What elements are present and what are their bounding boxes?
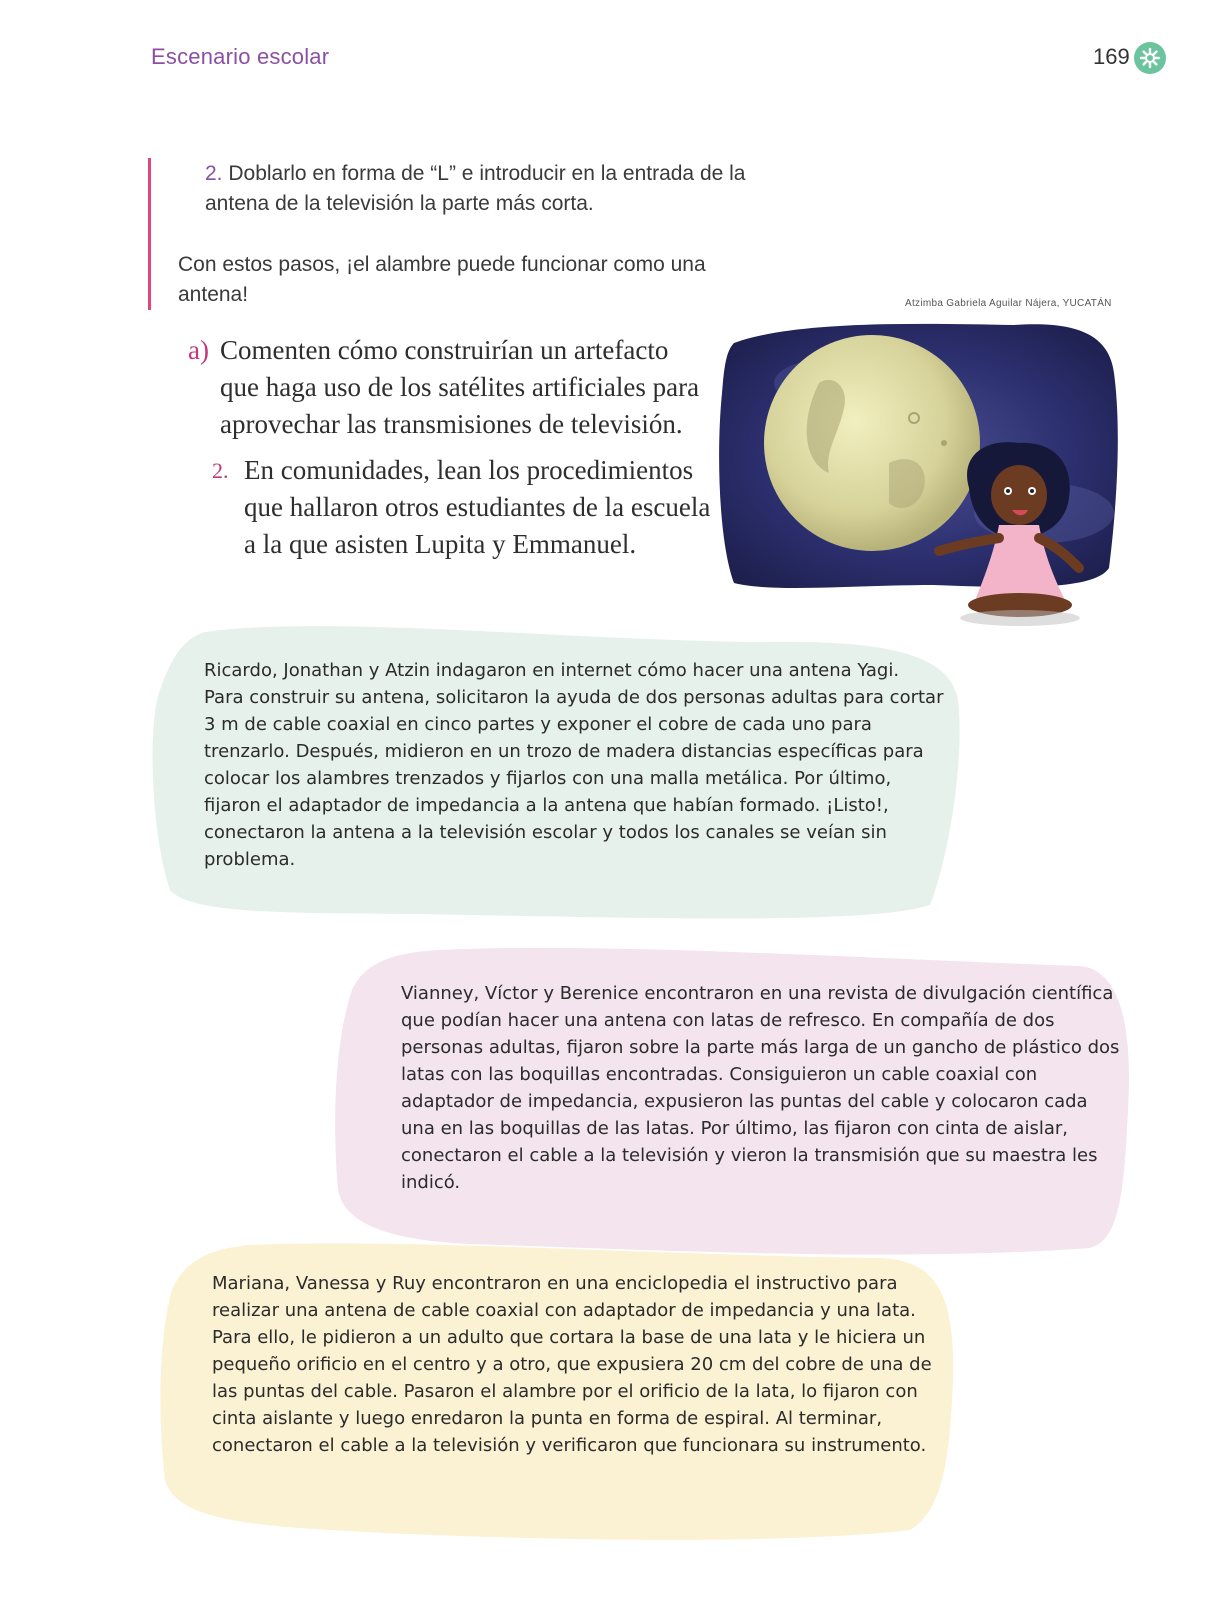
girl-face	[991, 465, 1047, 525]
page-number: 169	[1093, 44, 1130, 69]
activity-a-text: Comenten cómo construirían un artefacto que haga uso de los satélites artificiales para aprovechar las transmisiones de televisión.	[220, 335, 700, 439]
section-title: Escenario escolar	[151, 44, 330, 69]
step-number: 2.	[205, 162, 223, 185]
activity-a	[188, 332, 708, 443]
activity-2-text: En comunidades, lean los procedimientos que hallaron otros estudiantes de la escuela a la que asisten Lupita y Emmanuel.	[244, 455, 711, 559]
margin-bar	[148, 158, 151, 310]
note-mariana-vanessa-ruy: Mariana, Vanessa y Ruy encontraron en una enciclopedia el instructivo para realizar una antena de cable coaxial con adaptador de impedancia y una lata. Para ello, le pidieron a un adulto que cortara la base de una lata y le hiciera un pequeño orificio en el centro y a otro, que expusiera 20 cm del cobre de una de las puntas del cable. Pasaron el alambre por el orificio de la lata, lo fijaron con cinta aislante y luego enredaron la punta en forma de espiral. Al terminar, conectaron el cable a la televisión y verificaron que funcionara su instrumento.	[212, 1273, 932, 1456]
note-vianney-victor-berenice: Vianney, Víctor y Berenice encontraron en una revista de divulgación científica que podían hacer una antena con latas de refresco. En compañía de dos personas adultas, fijaron sobre la parte más larga de un gancho de plástico dos latas con las boquillas encontradas. Consiguieron un cable coaxial con adaptador de impedancia, expusieron las puntas del cable y colocaron cada una en las boquillas de las latas. Por último, las fijaron con cinta de aislar, conectaron el cable a la televisión y vieron la transmisión que su maestra les indicó.	[401, 983, 1120, 1193]
moon	[764, 335, 980, 551]
activity-2	[212, 452, 712, 563]
activity-2-marker: 2.	[212, 458, 229, 483]
step-body: Doblarlo en forma de “L” e introducir en la entrada de la antena de la televisión la parte más corta.	[205, 162, 746, 215]
conclusion-text: Con estos pasos, ¡el alambre puede funcionar como una antena!	[178, 253, 706, 306]
step-2-text	[205, 159, 765, 219]
note-ricardo-jonathan-atzin: Ricardo, Jonathan y Atzin indagaron en internet cómo hacer una antena Yagi. Para construir su antena, solicitaron la ayuda de dos personas adultas para cortar 3 m de cable coaxial en cinco partes y exponer el cobre de cada uno para trenzarlo. Después, midieron en un trozo de madera distancias específicas para colocar los alambres trenzados y fijarlos con una malla metálica. Por último, fijaron el adaptador de impedancia a la antena que habían formado. ¡Listo!, conectaron la antena a la televisión escolar y todos los canales se veían sin problema.	[204, 660, 944, 870]
moon-girl-illustration	[714, 313, 1134, 633]
asterisk-icon	[1134, 42, 1166, 74]
activity-a-marker: a)	[188, 335, 209, 365]
illustration-credit: Atzimba Gabriela Aguilar Nájera, YUCATÁN	[905, 298, 1112, 309]
